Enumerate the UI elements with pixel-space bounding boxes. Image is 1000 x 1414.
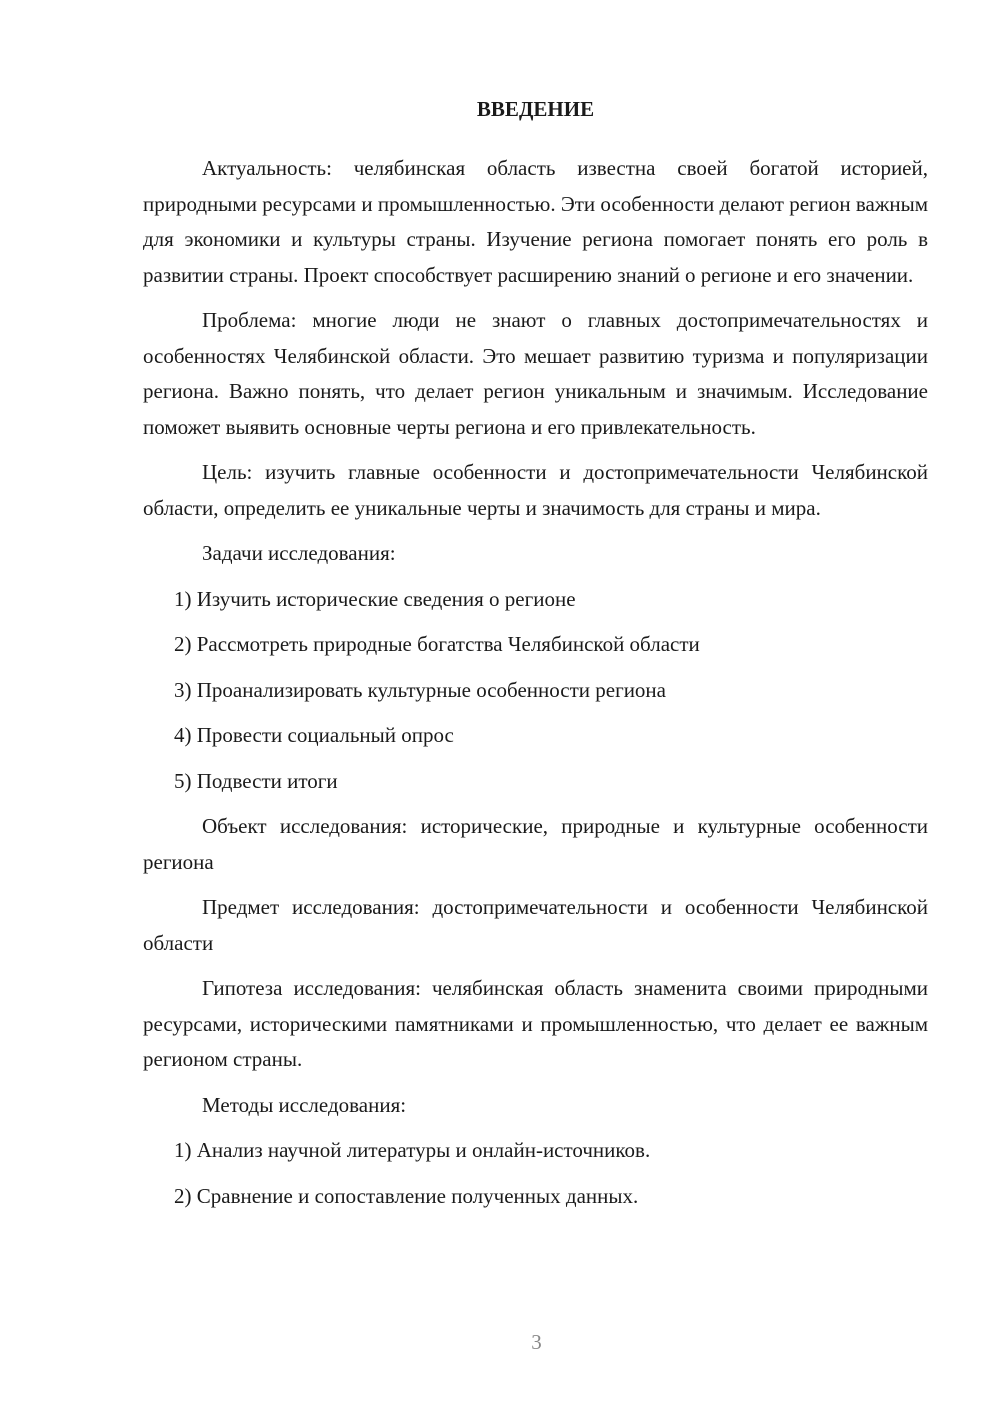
goal-paragraph: Цель: изучить главные особенности и достопримечательности Челябинской области, определить ее уникальные черты и значимость для страны и мира. [143,460,928,520]
document-page [143,92,928,1224]
hypothesis-paragraph: Гипотеза исследования: челябинская область знаменита своими природными ресурсами, историческими памятниками и промышленностью, что делает ее важным регионом страны. [143,976,928,1071]
task-item-2: 2) Рассмотреть природные богатства Челябинской области [174,632,700,656]
relevance-paragraph: Актуальность: челябинская область известна своей богатой историей, природными ресурсами и промышленностью. Эти особенности делают регион важным для экономики и культуры страны. Изучение региона помогает понять его роль в развитии страны. Проект способствует расширению знаний о регионе и его значении. [143,156,928,287]
tasks-heading: Задачи исследования: [202,541,396,565]
method-item-2: 2) Сравнение и сопоставление полученных данных. [174,1183,639,1208]
method-item-1: 1) Анализ научной литературы и онлайн-источников. [174,1138,651,1162]
task-item-3: 3) Проанализировать культурные особенности региона [174,677,666,702]
task-item-1: 1) Изучить исторические сведения о регионе [174,586,576,611]
page-title: ВВЕДЕНИЕ [476,97,595,121]
task-item-5: 5) Подвести итоги [174,768,338,793]
page-number: 3 [531,1330,542,1354]
object-paragraph: Объект исследования: исторические, природные и культурные особенности региона [143,814,928,874]
subject-paragraph: Предмет исследования: достопримечательности и особенности Челябинской области [143,895,928,955]
task-item-4: 4) Провести социальный опрос [174,723,454,747]
methods-heading: Методы исследования: [202,1092,407,1117]
problem-paragraph: Проблема: многие люди не знают о главных достопримечательностях и особенностях Челябинской области. Это мешает развитию туризма и популяризации региона. Важно понять, что делает регион уникальным и значимым. Исследование поможет выявить основные черты региона и его привлекательность. [143,308,928,439]
